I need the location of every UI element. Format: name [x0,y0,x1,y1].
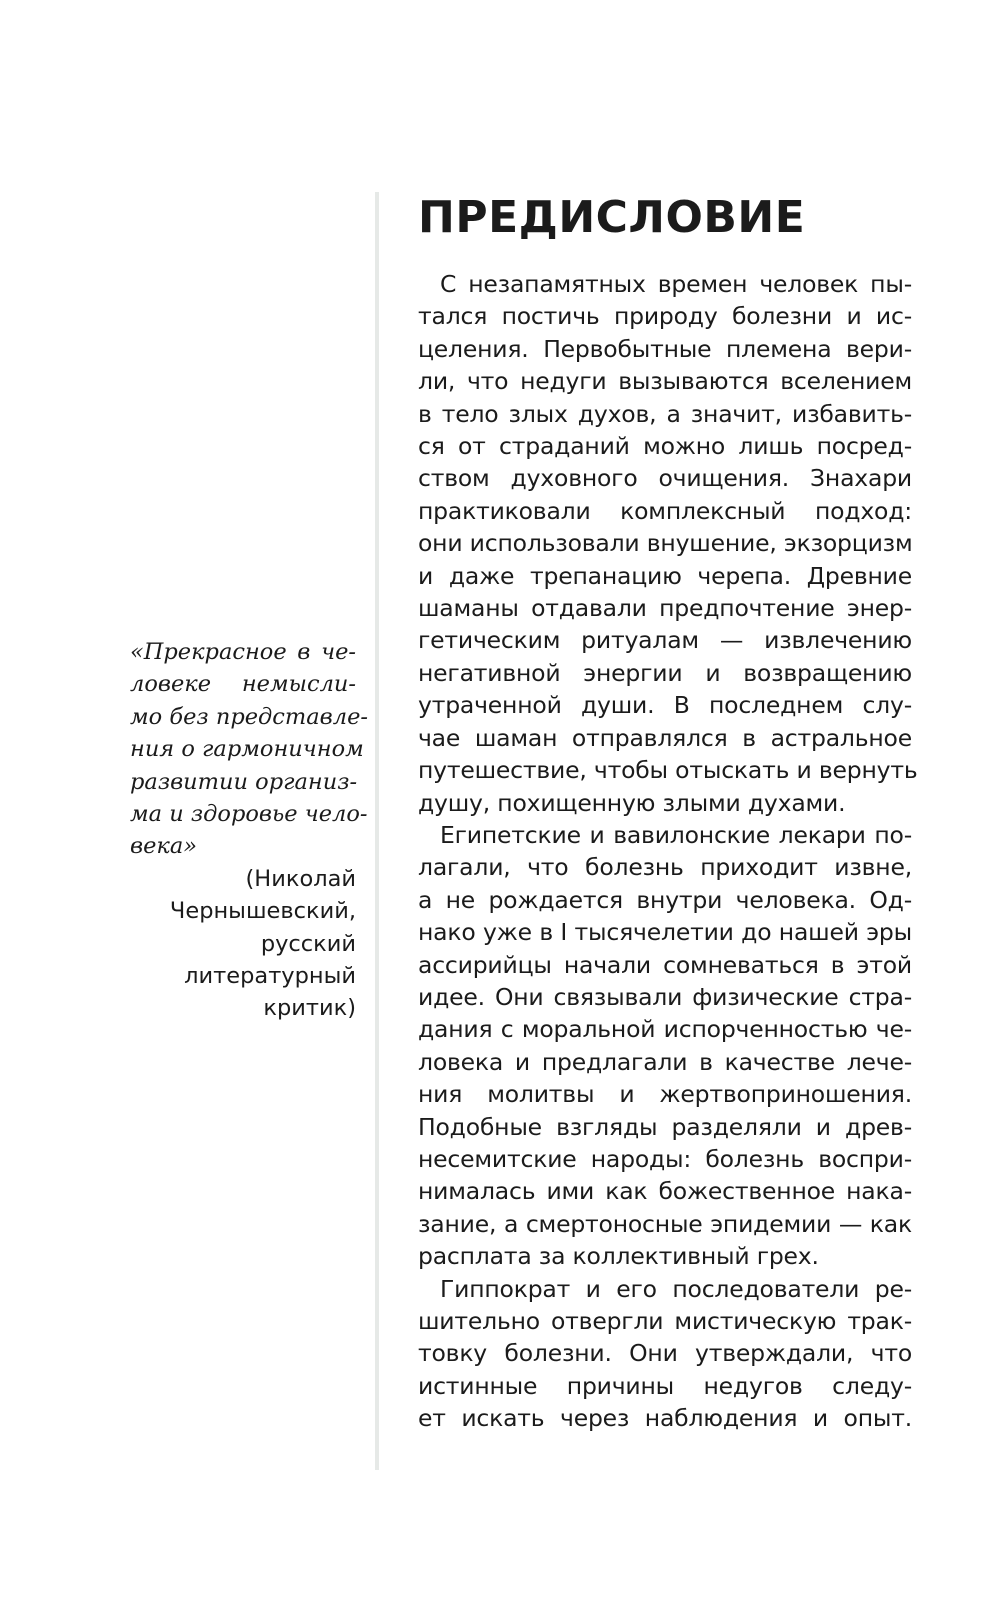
text-line: целения. Первобытные племена вери- [418,334,912,363]
text-line: ли, что недуги вызываются вселением [418,367,912,396]
text-line: практиковали комплексный подход: [418,496,912,525]
chapter-heading: ПРЕДИСЛОВИЕ [418,192,806,243]
vertical-divider [375,192,379,1470]
text-line: нималась ими как божественное нака- [418,1177,912,1206]
text-line: гетическим ритуалам — извлечению [418,626,912,655]
text-line: шаманы отдавали предпочтение энер- [418,594,912,623]
text-line: зание, а смертоносные эпидемии — как [418,1209,912,1238]
text-line: шительно отвергли мистическую трак- [418,1307,912,1335]
text-line: ет искать через наблюдения и опыт. [418,1404,912,1433]
quote-line: ловеке немысли- [130,671,356,698]
text-line: истинные причины недугов следу- [418,1371,912,1400]
text-line: нако уже в I тысячелетии до нашей эры [418,918,912,947]
text-line: утраченной души. В последнем слу- [418,691,912,720]
quote-line: «Прекрасное в че- [130,639,356,665]
attribution-line: Чернышевский, [169,898,356,925]
quote-line: мо без представле- [130,703,368,730]
text-line: ассирийцы начали сомневаться в этой [418,950,912,979]
attribution-line: (Николай [245,865,356,892]
quote-line: ния о гармоничном [130,736,364,763]
attribution-line: литературный [184,963,356,990]
text-line: ловека и предлагали в качестве лече- [418,1047,912,1076]
text-line: путешествие, чтобы отыскать и вернуть [418,756,918,785]
text-line: тался постичь природу болезни и ис- [418,302,912,331]
attribution-line: русский [260,930,356,957]
text-line: в тело злых духов, а значит, избавить- [418,399,912,428]
text-line: расплата за коллективный грех. [418,1242,819,1271]
text-line: Подобные взгляды разделяли и древ- [418,1112,912,1141]
quote-line: века» [130,833,198,860]
paragraph [418,1273,912,1435]
text-line: товку болезни. Они утверждали, что [418,1339,912,1368]
paragraph [418,268,918,819]
text-line: несемитские народы: болезнь воспри- [418,1144,912,1173]
text-line: ся от страданий можно лишь посред- [418,432,912,461]
text-line: душу, похищенную злыми духами. [418,788,846,817]
text-line: и даже трепанацию черепа. Древние [418,561,912,590]
attribution-line: критик) [263,995,356,1022]
text-line: чае шаман отправлялся в астральное [418,723,912,752]
text-line: идее. Они связывали физические стра- [418,982,912,1011]
text-line: Гиппократ и его последователи ре- [440,1274,912,1303]
paragraph [418,819,912,1273]
text-line: ством духовного очищения. Знахари [418,464,912,493]
epigraph-attribution [130,863,356,1025]
text-line: лагали, что болезнь приходит извне, [418,853,912,882]
epigraph [130,636,368,1025]
quote-line: развитии организ- [130,768,358,795]
body-text [418,268,918,1435]
text-line: ния молитвы и жертвоприношения. [418,1080,912,1109]
text-line: дания с моральной испорченностью че- [418,1015,912,1044]
text-line: а не рождается внутри человека. Од- [418,885,912,914]
text-line: С незапамятных времен человек пы- [440,270,912,298]
main-text [418,190,918,1435]
text-line: они использовали внушение, экзорцизм [418,529,913,558]
text-line: негативной энергии и возвращению [418,658,912,687]
epigraph-quote [130,636,368,863]
quote-line: ма и здоровье чело- [130,801,368,828]
text-line: Египетские и вавилонские лекари по- [440,820,912,849]
